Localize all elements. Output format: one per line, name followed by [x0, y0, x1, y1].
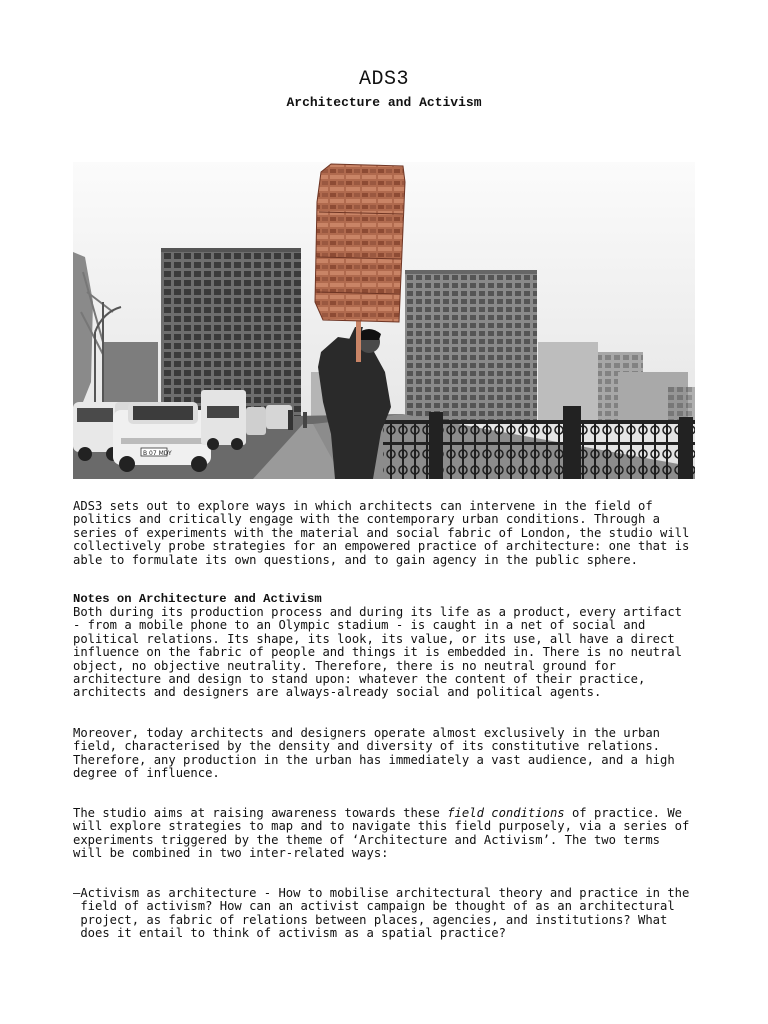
notes-paragraph-1: Both during its production process and during its life as a product, every artifact - from a mobile phone to an Olympic stadium - is caught in a net of social and political relations. Its shape, its look, its value, or its use, all have a direct influence on the fabric of people and things it is embedded in. There is no neutral object, no objective neutrality. Therefore, there is no neutral ground for architecture and design to stand upon: whatever the content of their practice, architects and designers are always-already social and political agents.: [73, 605, 683, 700]
field-conditions-emphasis: field conditions: [447, 806, 565, 820]
notes-paragraph-3-start: The studio aims at raising awareness towards these: [73, 806, 448, 820]
page-subtitle: Architecture and Activism: [286, 95, 482, 110]
bullet-activism-as-architecture: —Activism as architecture - How to mobilise architectural theory and practice in the field of activism? How can an activist campaign be thought of as an architectural project, as fabric of relations between places, agencies, and institutions? What does it entail to think of activism as a spatial practice?: [73, 886, 690, 941]
street-photo: [73, 162, 695, 479]
pallet-tower: [315, 164, 405, 322]
license-plate: B 07 MDY: [143, 450, 172, 457]
intro-paragraph: ADS3 sets out to explore ways in which architects can intervene in the field of politics and critically engage with the contemporary urban conditions. Through a series of experiments with the material and social fabric of London, the studio will collectively probe strategies for an empowered practice of architecture: one that is able to formulate its own questions, and to gain agency in the public sphere.: [73, 499, 690, 567]
notes-paragraph-3: [73, 807, 698, 861]
notes-paragraph-3-end: of practice. We will explore strategies to map and to navigate this field purposely, via a series of experiments triggered by the theme of ‘Architecture and Activism’. The two terms will be combined in two inter-related ways:: [73, 806, 690, 861]
notes-heading: Notes on Architecture and Activism: [73, 592, 322, 606]
notes-paragraph-2: Moreover, today architects and designers operate almost exclusively in the urban field, characterised by the density and diversity of its constitutive relations. Therefore, any production in the urban has immediately a vast audience, and a high degree of influence.: [73, 726, 675, 781]
page-title: ADS3: [358, 68, 409, 91]
